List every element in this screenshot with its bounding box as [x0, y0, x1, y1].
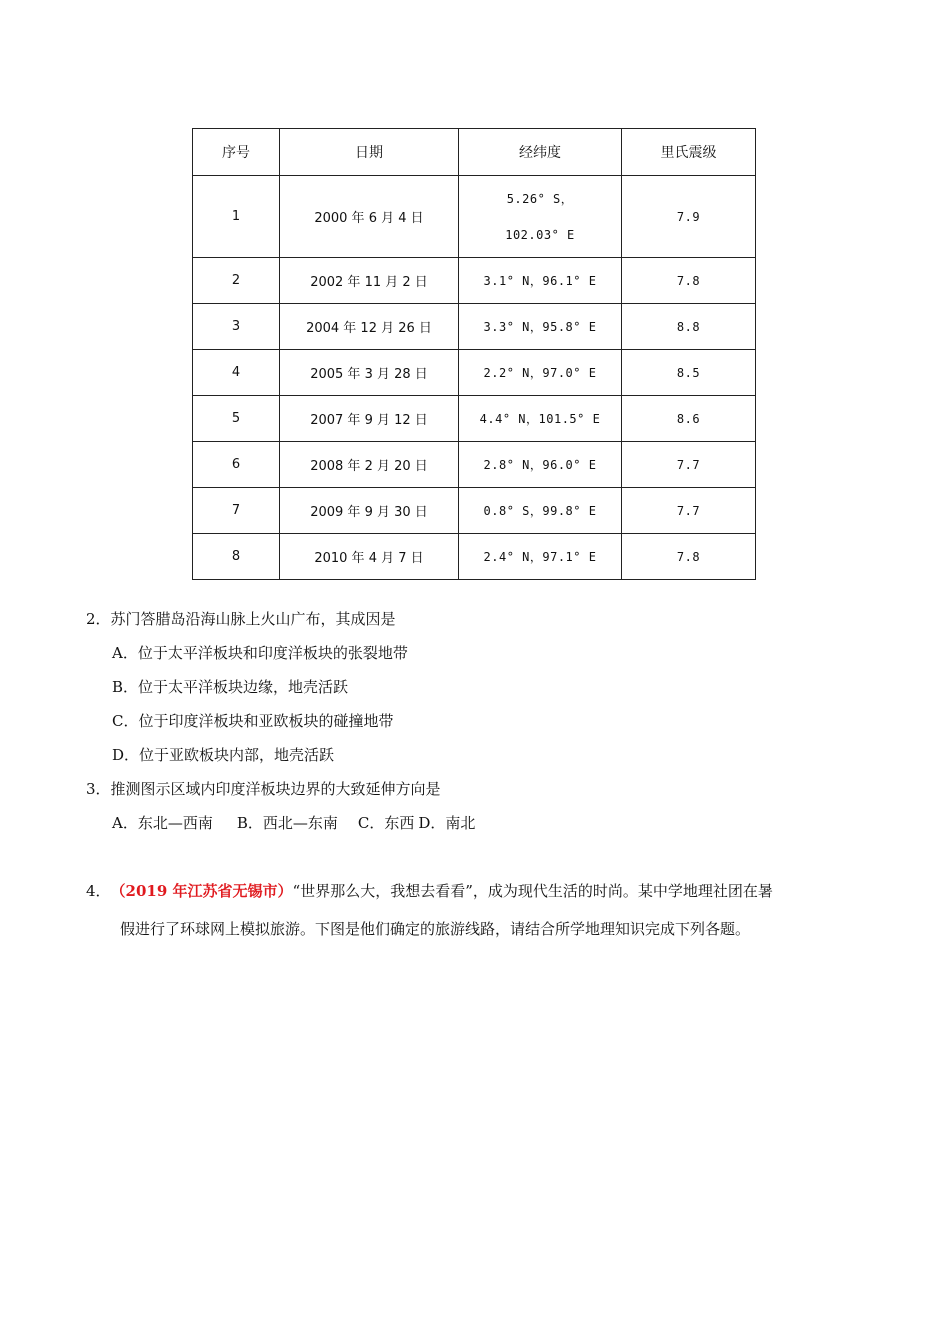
- question-4: [86, 880, 773, 902]
- table-row: [193, 258, 756, 304]
- header-magnitude: 里氏震级: [622, 129, 756, 176]
- question-2-option-b: B．位于太平洋板块边缘，地壳活跃: [112, 678, 349, 696]
- table-header-row: [193, 129, 756, 176]
- earthquake-table: [192, 128, 756, 580]
- table-row: [193, 396, 756, 442]
- question-4-source: （2019 年江苏省无锡市）: [110, 882, 293, 900]
- table-row: [193, 488, 756, 534]
- question-3-stem: 推测图示区域内印度洋板块边界的大致延伸方向是: [110, 780, 441, 798]
- cell-magnitude: 7.8: [622, 258, 756, 304]
- header-no: 序号: [193, 129, 280, 176]
- cell-date: 2007 年 9 月 12 日: [280, 396, 459, 442]
- cell-date: 2010 年 4 月 7 日: [280, 534, 459, 580]
- question-2-option-a: A．位于太平洋板块和印度洋板块的张裂地带: [112, 644, 408, 662]
- cell-date: 2000 年 6 月 4 日: [280, 176, 459, 258]
- question-2-number: 2．: [86, 610, 111, 628]
- cell-no: 4: [193, 350, 280, 396]
- header-coord: 经纬度: [459, 129, 622, 176]
- cell-magnitude: 8.6: [622, 396, 756, 442]
- table-row: [193, 534, 756, 580]
- cell-date: 2008 年 2 月 20 日: [280, 442, 459, 488]
- cell-no: 2: [193, 258, 280, 304]
- table-row: [193, 304, 756, 350]
- cell-date: 2005 年 3 月 28 日: [280, 350, 459, 396]
- cell-date: 2002 年 11 月 2 日: [280, 258, 459, 304]
- cell-coord: 0.8° S，99.8° E: [459, 488, 622, 534]
- cell-no: 6: [193, 442, 280, 488]
- question-4-stem-line2: 假进行了环球网上模拟旅游。下图是他们确定的旅游线路，请结合所学地理知识完成下列各题。: [120, 920, 751, 938]
- cell-magnitude: 7.7: [622, 488, 756, 534]
- question-4-number: 4．: [86, 882, 111, 900]
- cell-no: 5: [193, 396, 280, 442]
- cell-no: 7: [193, 488, 280, 534]
- cell-coord: 4.4° N，101.5° E: [459, 396, 622, 442]
- cell-no: 1: [193, 176, 280, 258]
- question-2-option-c: C．位于印度洋板块和亚欧板块的碰撞地带: [112, 712, 394, 730]
- question-3-number: 3．: [86, 780, 111, 798]
- cell-no: 3: [193, 304, 280, 350]
- cell-coord: 2.2° N，97.0° E: [459, 350, 622, 396]
- question-2-option-d: D．位于亚欧板块内部，地壳活跃: [112, 746, 335, 764]
- cell-coord: 3.1° N，96.1° E: [459, 258, 622, 304]
- question-2-stem: 苏门答腊岛沿海山脉上火山广布，其成因是: [110, 610, 396, 628]
- cell-coord-text: 5.26° S， 102.03° E: [505, 191, 575, 242]
- cell-coord: 3.3° N，95.8° E: [459, 304, 622, 350]
- question-3-option-d: D．南北: [418, 814, 476, 832]
- cell-no: 8: [193, 534, 280, 580]
- question-3: [86, 778, 441, 800]
- cell-coord: 2.8° N，96.0° E: [459, 442, 622, 488]
- cell-magnitude: 7.7: [622, 442, 756, 488]
- table-row: [193, 442, 756, 488]
- cell-magnitude: 7.8: [622, 534, 756, 580]
- question-2: [86, 608, 396, 630]
- cell-date: 2004 年 12 月 26 日: [280, 304, 459, 350]
- cell-coord: 2.4° N，97.1° E: [459, 534, 622, 580]
- cell-magnitude: 7.9: [622, 176, 756, 258]
- table-row: [193, 176, 756, 258]
- question-3-option-a: A．东北—西南: [112, 814, 213, 832]
- cell-magnitude: 8.8: [622, 304, 756, 350]
- question-3-options: [112, 812, 475, 834]
- header-date: 日期: [280, 129, 459, 176]
- cell-coord: [459, 176, 622, 258]
- cell-date: 2009 年 9 月 30 日: [280, 488, 459, 534]
- cell-magnitude: 8.5: [622, 350, 756, 396]
- question-4-stem-line1: “世界那么大，我想去看看”，成为现代生活的时尚。某中学地理社团在暑: [292, 882, 773, 900]
- question-3-option-c: C．东西: [357, 814, 415, 832]
- question-3-option-b: B．西北—东南: [236, 814, 338, 832]
- table-row: [193, 350, 756, 396]
